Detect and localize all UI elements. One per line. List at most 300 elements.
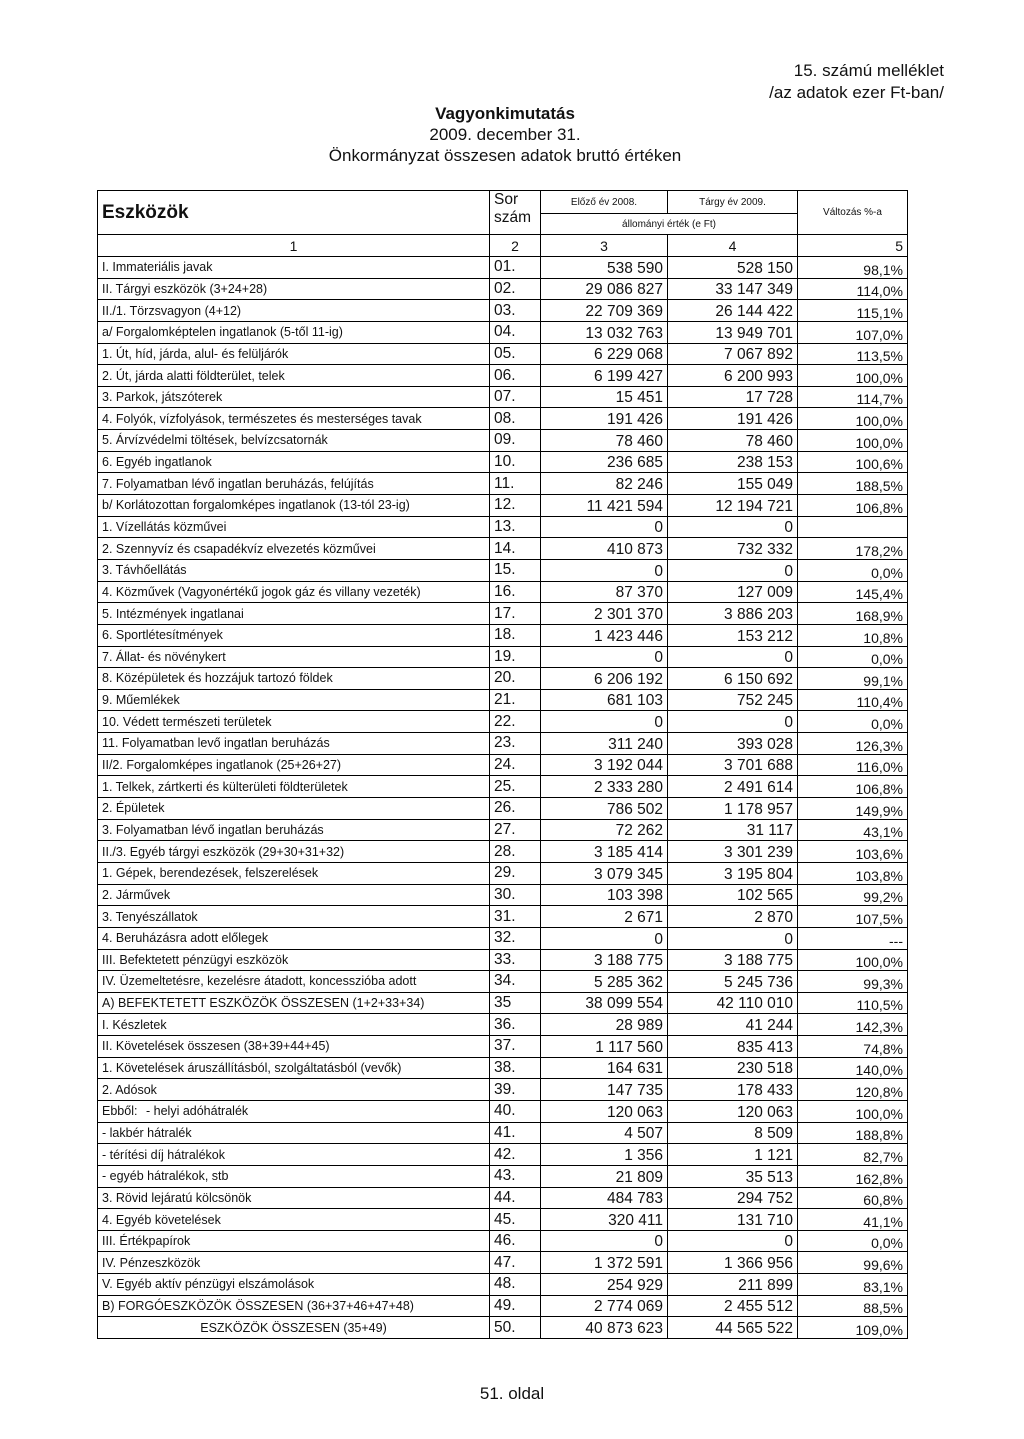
row-curr-value: 238 153 bbox=[668, 451, 798, 473]
row-name: I. Immateriális javak bbox=[98, 257, 490, 279]
row-curr-value: 120 063 bbox=[668, 1100, 798, 1122]
table-row bbox=[98, 1295, 908, 1317]
row-curr-value: 2 455 512 bbox=[668, 1295, 798, 1317]
row-change-pct bbox=[798, 516, 908, 538]
row-number: 09. bbox=[490, 430, 541, 452]
table-row bbox=[98, 884, 908, 906]
row-change-pct: 120,8% bbox=[798, 1079, 908, 1101]
row-curr-value: 3 701 688 bbox=[668, 754, 798, 776]
table-row bbox=[98, 1209, 908, 1231]
header-change: Változás %-a bbox=[798, 191, 908, 235]
table-row bbox=[98, 1230, 908, 1252]
row-prev-value: 1 117 560 bbox=[541, 1036, 668, 1058]
row-number: 38. bbox=[490, 1057, 541, 1079]
row-change-pct: 145,4% bbox=[798, 581, 908, 603]
table-row bbox=[98, 841, 908, 863]
row-change-pct: 60,8% bbox=[798, 1187, 908, 1209]
row-prev-value: 2 301 370 bbox=[541, 603, 668, 625]
row-prev-value: 82 246 bbox=[541, 473, 668, 495]
row-number: 25. bbox=[490, 776, 541, 798]
row-name: II./1. Törzsvagyon (4+12) bbox=[98, 300, 490, 322]
row-prev-value: 21 809 bbox=[541, 1165, 668, 1187]
row-change-pct: 115,1% bbox=[798, 300, 908, 322]
row-name: III. Értékpapírok bbox=[98, 1230, 490, 1252]
row-prev-value: 13 032 763 bbox=[541, 321, 668, 343]
row-number: 47. bbox=[490, 1252, 541, 1274]
row-curr-value: 732 332 bbox=[668, 538, 798, 560]
row-prev-value: 6 199 427 bbox=[541, 365, 668, 387]
row-curr-value: 3 301 239 bbox=[668, 841, 798, 863]
row-number: 14. bbox=[490, 538, 541, 560]
table-row bbox=[98, 451, 908, 473]
table-row bbox=[98, 992, 908, 1014]
row-name: 2. Szennyvíz és csapadékvíz elvezetés közművei bbox=[98, 538, 490, 560]
row-prev-value: 38 099 554 bbox=[541, 992, 668, 1014]
row-number: 30. bbox=[490, 884, 541, 906]
table-row bbox=[98, 646, 908, 668]
row-prev-value: 0 bbox=[541, 646, 668, 668]
row-prev-value: 191 426 bbox=[541, 408, 668, 430]
row-change-pct: 114,7% bbox=[798, 386, 908, 408]
table-row bbox=[98, 516, 908, 538]
row-prev-value: 29 086 827 bbox=[541, 278, 668, 300]
header-value-label: állományi érték (e Ft) bbox=[541, 214, 798, 235]
row-name: 2. Járművek bbox=[98, 884, 490, 906]
row-number: 50. bbox=[490, 1317, 541, 1339]
table-row bbox=[98, 819, 908, 841]
row-prev-value: 6 229 068 bbox=[541, 343, 668, 365]
row-number: 15. bbox=[490, 559, 541, 581]
row-number: 04. bbox=[490, 321, 541, 343]
row-change-pct: 100,0% bbox=[798, 1100, 908, 1122]
row-change-pct: 162,8% bbox=[798, 1165, 908, 1187]
table-row bbox=[98, 408, 908, 430]
row-curr-value: 0 bbox=[668, 1230, 798, 1252]
row-curr-value: 35 513 bbox=[668, 1165, 798, 1187]
row-name: II./3. Egyéb tárgyi eszközök (29+30+31+32) bbox=[98, 841, 490, 863]
table-row bbox=[98, 1122, 908, 1144]
row-name: B) FORGÓESZKÖZÖK ÖSSZESEN (36+37+46+47+48) bbox=[98, 1295, 490, 1317]
row-change-pct: 74,8% bbox=[798, 1036, 908, 1058]
row-curr-value: 3 886 203 bbox=[668, 603, 798, 625]
document-title: Vagyonkimutatás bbox=[435, 104, 575, 123]
row-prev-value: 164 631 bbox=[541, 1057, 668, 1079]
row-name: 5. Intézmények ingatlanai bbox=[98, 603, 490, 625]
row-curr-value: 2 870 bbox=[668, 906, 798, 928]
row-curr-value: 153 212 bbox=[668, 624, 798, 646]
row-change-pct: 103,6% bbox=[798, 841, 908, 863]
row-prev-value: 78 460 bbox=[541, 430, 668, 452]
header-row-number bbox=[490, 191, 541, 235]
row-name: V. Egyéb aktív pénzügyi elszámolások bbox=[98, 1274, 490, 1296]
row-number: 29. bbox=[490, 862, 541, 884]
table-row bbox=[98, 1057, 908, 1079]
row-name: 8. Középületek és hozzájuk tartozó földek bbox=[98, 668, 490, 690]
table-row bbox=[98, 1317, 908, 1339]
row-change-pct: 109,0% bbox=[798, 1317, 908, 1339]
row-prev-value: 103 398 bbox=[541, 884, 668, 906]
row-change-pct: 10,8% bbox=[798, 624, 908, 646]
row-number: 45. bbox=[490, 1209, 541, 1231]
table-row bbox=[98, 776, 908, 798]
row-name: b/ Korlátozottan forgalomképes ingatlanok (13-tól 23-ig) bbox=[98, 495, 490, 517]
row-prev-value: 6 206 192 bbox=[541, 668, 668, 690]
row-name: II/2. Forgalomképes ingatlanok (25+26+27) bbox=[98, 754, 490, 776]
row-change-pct: 100,6% bbox=[798, 451, 908, 473]
row-name: a/ Forgalomképtelen ingatlanok (5-től 11-ig) bbox=[98, 321, 490, 343]
table-row bbox=[98, 603, 908, 625]
row-change-pct: 110,4% bbox=[798, 689, 908, 711]
row-curr-value: 12 194 721 bbox=[668, 495, 798, 517]
row-curr-value: 528 150 bbox=[668, 257, 798, 279]
row-change-pct: 140,0% bbox=[798, 1057, 908, 1079]
row-number: 37. bbox=[490, 1036, 541, 1058]
table-row bbox=[98, 1036, 908, 1058]
row-change-pct: 100,0% bbox=[798, 430, 908, 452]
row-change-pct: 43,1% bbox=[798, 819, 908, 841]
row-change-pct: 168,9% bbox=[798, 603, 908, 625]
row-prev-value: 3 188 775 bbox=[541, 949, 668, 971]
row-name: - térítési díj hátralékok bbox=[98, 1144, 490, 1166]
row-name: 4. Beruházásra adott előlegek bbox=[98, 927, 490, 949]
col-number-3: 3 bbox=[541, 235, 668, 257]
row-change-pct: 106,8% bbox=[798, 776, 908, 798]
table-row bbox=[98, 689, 908, 711]
row-curr-value: 78 460 bbox=[668, 430, 798, 452]
table-row bbox=[98, 862, 908, 884]
row-change-pct: 114,0% bbox=[798, 278, 908, 300]
row-number: 39. bbox=[490, 1079, 541, 1101]
row-prev-value: 120 063 bbox=[541, 1100, 668, 1122]
row-number: 41. bbox=[490, 1122, 541, 1144]
row-prev-value: 22 709 369 bbox=[541, 300, 668, 322]
row-change-pct: 99,3% bbox=[798, 971, 908, 993]
row-prev-value: 28 989 bbox=[541, 1014, 668, 1036]
header-prev-year: Előző év 2008. bbox=[541, 191, 668, 214]
row-name: 4. Közművek (Vagyonértékű jogok gáz és villany vezeték) bbox=[98, 581, 490, 603]
row-number: 03. bbox=[490, 300, 541, 322]
table-row bbox=[98, 733, 908, 755]
row-name: 7. Állat- és növénykert bbox=[98, 646, 490, 668]
row-change-pct: 99,1% bbox=[798, 668, 908, 690]
row-number: 19. bbox=[490, 646, 541, 668]
col-number-5: 5 bbox=[798, 235, 908, 257]
row-prev-value: 0 bbox=[541, 711, 668, 733]
row-name-text: - helyi adóhátralék bbox=[146, 1104, 249, 1119]
row-change-pct: 107,5% bbox=[798, 906, 908, 928]
row-prev-value: 0 bbox=[541, 927, 668, 949]
row-number: 42. bbox=[490, 1144, 541, 1166]
row-change-pct: 142,3% bbox=[798, 1014, 908, 1036]
table-body bbox=[98, 257, 908, 1339]
row-name: 1. Követelések áruszállításból, szolgáltatásból (vevők) bbox=[98, 1057, 490, 1079]
row-name: - egyéb hátralékok, stb bbox=[98, 1165, 490, 1187]
row-number: 46. bbox=[490, 1230, 541, 1252]
table-row bbox=[98, 559, 908, 581]
row-number: 13. bbox=[490, 516, 541, 538]
row-number: 36. bbox=[490, 1014, 541, 1036]
row-name: - lakbér hátralék bbox=[98, 1122, 490, 1144]
row-change-pct: 0,0% bbox=[798, 559, 908, 581]
header-curr-year: Tárgy év 2009. bbox=[668, 191, 798, 214]
table-row bbox=[98, 927, 908, 949]
table-row bbox=[98, 1165, 908, 1187]
row-prev-value: 484 783 bbox=[541, 1187, 668, 1209]
row-curr-value: 26 144 422 bbox=[668, 300, 798, 322]
table-row bbox=[98, 668, 908, 690]
row-curr-value: 3 188 775 bbox=[668, 949, 798, 971]
row-change-pct: 100,0% bbox=[798, 408, 908, 430]
row-prev-value: 3 185 414 bbox=[541, 841, 668, 863]
assets-table bbox=[97, 190, 908, 1339]
row-change-pct: 188,8% bbox=[798, 1122, 908, 1144]
row-change-pct: 0,0% bbox=[798, 711, 908, 733]
row-name: 1. Telkek, zártkerti és külterületi földterületek bbox=[98, 776, 490, 798]
row-name: 3. Rövid lejáratú kölcsönök bbox=[98, 1187, 490, 1209]
table-row bbox=[98, 386, 908, 408]
row-number: 21. bbox=[490, 689, 541, 711]
row-name: I. Készletek bbox=[98, 1014, 490, 1036]
row-name: 3. Távhőellátás bbox=[98, 559, 490, 581]
row-curr-value: 2 491 614 bbox=[668, 776, 798, 798]
row-curr-value: 8 509 bbox=[668, 1122, 798, 1144]
row-name: 1. Vízellátás közművei bbox=[98, 516, 490, 538]
row-name: III. Befektetett pénzügyi eszközök bbox=[98, 949, 490, 971]
row-prev-value: 1 423 446 bbox=[541, 624, 668, 646]
row-name: 6. Sportlétesítmények bbox=[98, 624, 490, 646]
col-number-4: 4 bbox=[668, 235, 798, 257]
row-number: 17. bbox=[490, 603, 541, 625]
row-curr-value: 0 bbox=[668, 559, 798, 581]
row-prev-value: 236 685 bbox=[541, 451, 668, 473]
row-change-pct: 100,0% bbox=[798, 365, 908, 387]
row-curr-value: 6 150 692 bbox=[668, 668, 798, 690]
row-number: 34. bbox=[490, 971, 541, 993]
row-prev-value: 4 507 bbox=[541, 1122, 668, 1144]
table-row bbox=[98, 754, 908, 776]
row-number: 02. bbox=[490, 278, 541, 300]
row-change-pct: 103,8% bbox=[798, 862, 908, 884]
row-curr-value: 0 bbox=[668, 646, 798, 668]
row-prev-value: 0 bbox=[541, 1230, 668, 1252]
table-row bbox=[98, 1144, 908, 1166]
row-name: 2. Út, járda alatti földterület, telek bbox=[98, 365, 490, 387]
row-number: 27. bbox=[490, 819, 541, 841]
row-curr-value: 131 710 bbox=[668, 1209, 798, 1231]
row-name: 11. Folyamatban levő ingatlan beruházás bbox=[98, 733, 490, 755]
table-row bbox=[98, 624, 908, 646]
row-prev-value: 3 192 044 bbox=[541, 754, 668, 776]
row-name: 6. Egyéb ingatlanok bbox=[98, 451, 490, 473]
row-prev-value: 3 079 345 bbox=[541, 862, 668, 884]
table-row bbox=[98, 343, 908, 365]
row-prev-value: 1 356 bbox=[541, 1144, 668, 1166]
row-prev-value: 320 411 bbox=[541, 1209, 668, 1231]
row-number: 35 bbox=[490, 992, 541, 1014]
row-number: 22. bbox=[490, 711, 541, 733]
row-curr-value: 0 bbox=[668, 927, 798, 949]
row-name bbox=[98, 1100, 490, 1122]
table-row bbox=[98, 257, 908, 279]
row-change-pct: 107,0% bbox=[798, 321, 908, 343]
row-name: 3. Parkok, játszóterek bbox=[98, 386, 490, 408]
header-assets: Eszközök bbox=[98, 191, 490, 235]
row-change-pct: 99,6% bbox=[798, 1252, 908, 1274]
row-prev-value: 11 421 594 bbox=[541, 495, 668, 517]
row-curr-value: 1 178 957 bbox=[668, 798, 798, 820]
row-name: 4. Egyéb követelések bbox=[98, 1209, 490, 1231]
row-prev-value: 2 774 069 bbox=[541, 1295, 668, 1317]
row-curr-value: 230 518 bbox=[668, 1057, 798, 1079]
document-subtitle: Önkormányzat összesen adatok bruttó értéken bbox=[328, 146, 682, 165]
row-curr-value: 102 565 bbox=[668, 884, 798, 906]
row-number: 10. bbox=[490, 451, 541, 473]
row-number: 16. bbox=[490, 581, 541, 603]
row-name: 5. Árvízvédelmi töltések, belvízcsatornák bbox=[98, 430, 490, 452]
col-number-2: 2 bbox=[490, 235, 541, 257]
table-row bbox=[98, 538, 908, 560]
row-curr-value: 127 009 bbox=[668, 581, 798, 603]
row-prev-value: 40 873 623 bbox=[541, 1317, 668, 1339]
row-name: ESZKÖZÖK ÖSSZESEN (35+49) bbox=[98, 1317, 490, 1339]
row-number: 28. bbox=[490, 841, 541, 863]
row-prev-value: 0 bbox=[541, 516, 668, 538]
annex-unit-note: /az adatok ezer Ft-ban/ bbox=[769, 83, 944, 102]
row-number: 32. bbox=[490, 927, 541, 949]
row-number: 33. bbox=[490, 949, 541, 971]
row-change-pct: 149,9% bbox=[798, 798, 908, 820]
table-row bbox=[98, 1100, 908, 1122]
row-change-pct: --- bbox=[798, 927, 908, 949]
row-prev-value: 87 370 bbox=[541, 581, 668, 603]
row-curr-value: 3 195 804 bbox=[668, 862, 798, 884]
table-row bbox=[98, 321, 908, 343]
row-change-pct: 0,0% bbox=[798, 646, 908, 668]
header-sor: Sor bbox=[494, 191, 519, 208]
row-prev-value: 2 671 bbox=[541, 906, 668, 928]
table-row bbox=[98, 300, 908, 322]
row-number: 43. bbox=[490, 1165, 541, 1187]
row-prev-value: 254 929 bbox=[541, 1274, 668, 1296]
row-name: 10. Védett természeti területek bbox=[98, 711, 490, 733]
row-change-pct: 106,8% bbox=[798, 495, 908, 517]
row-curr-value: 7 067 892 bbox=[668, 343, 798, 365]
row-name: 7. Folyamatban lévő ingatlan beruházás, felújítás bbox=[98, 473, 490, 495]
row-number: 40. bbox=[490, 1100, 541, 1122]
table-row bbox=[98, 495, 908, 517]
row-curr-value: 41 244 bbox=[668, 1014, 798, 1036]
row-curr-value: 211 899 bbox=[668, 1274, 798, 1296]
row-change-pct: 178,2% bbox=[798, 538, 908, 560]
table-row bbox=[98, 278, 908, 300]
row-number: 31. bbox=[490, 906, 541, 928]
row-number: 06. bbox=[490, 365, 541, 387]
row-curr-value: 5 245 736 bbox=[668, 971, 798, 993]
row-change-pct: 100,0% bbox=[798, 949, 908, 971]
row-name: 3. Tenyészállatok bbox=[98, 906, 490, 928]
row-prev-value: 147 735 bbox=[541, 1079, 668, 1101]
page-number: 51. oldal bbox=[479, 1384, 545, 1403]
row-curr-value: 1 121 bbox=[668, 1144, 798, 1166]
row-change-pct: 98,1% bbox=[798, 257, 908, 279]
annex-number: 15. számú melléklet bbox=[793, 61, 944, 80]
row-curr-value: 835 413 bbox=[668, 1036, 798, 1058]
row-number: 26. bbox=[490, 798, 541, 820]
row-sublabel: Ebből: bbox=[102, 1104, 138, 1119]
row-curr-value: 13 949 701 bbox=[668, 321, 798, 343]
row-curr-value: 155 049 bbox=[668, 473, 798, 495]
row-number: 07. bbox=[490, 386, 541, 408]
row-number: 20. bbox=[490, 668, 541, 690]
row-curr-value: 33 147 349 bbox=[668, 278, 798, 300]
row-prev-value: 5 285 362 bbox=[541, 971, 668, 993]
row-number: 05. bbox=[490, 343, 541, 365]
table-row bbox=[98, 906, 908, 928]
row-prev-value: 15 451 bbox=[541, 386, 668, 408]
header-szam: szám bbox=[494, 209, 532, 226]
col-number-1: 1 bbox=[98, 235, 490, 257]
row-name: 1. Út, híd, járda, alul- és felüljárók bbox=[98, 343, 490, 365]
row-curr-value: 31 117 bbox=[668, 819, 798, 841]
row-prev-value: 1 372 591 bbox=[541, 1252, 668, 1274]
row-change-pct: 116,0% bbox=[798, 754, 908, 776]
annex-label bbox=[769, 60, 944, 104]
table-row bbox=[98, 1252, 908, 1274]
table-row bbox=[98, 1079, 908, 1101]
row-change-pct: 82,7% bbox=[798, 1144, 908, 1166]
row-prev-value: 0 bbox=[541, 559, 668, 581]
row-number: 44. bbox=[490, 1187, 541, 1209]
row-number: 23. bbox=[490, 733, 541, 755]
row-number: 18. bbox=[490, 624, 541, 646]
row-number: 11. bbox=[490, 473, 541, 495]
row-curr-value: 294 752 bbox=[668, 1187, 798, 1209]
row-change-pct: 188,5% bbox=[798, 473, 908, 495]
row-curr-value: 752 245 bbox=[668, 689, 798, 711]
row-name: 4. Folyók, vízfolyások, természetes és mesterséges tavak bbox=[98, 408, 490, 430]
row-curr-value: 178 433 bbox=[668, 1079, 798, 1101]
row-name: IV. Üzemeltetésre, kezelésre átadott, koncesszióba adott bbox=[98, 971, 490, 993]
row-prev-value: 681 103 bbox=[541, 689, 668, 711]
row-number: 01. bbox=[490, 257, 541, 279]
row-number: 48. bbox=[490, 1274, 541, 1296]
row-curr-value: 0 bbox=[668, 711, 798, 733]
row-curr-value: 44 565 522 bbox=[668, 1317, 798, 1339]
row-name: IV. Pénzeszközök bbox=[98, 1252, 490, 1274]
row-number: 24. bbox=[490, 754, 541, 776]
row-curr-value: 6 200 993 bbox=[668, 365, 798, 387]
row-curr-value: 1 366 956 bbox=[668, 1252, 798, 1274]
row-change-pct: 0,0% bbox=[798, 1230, 908, 1252]
row-curr-value: 191 426 bbox=[668, 408, 798, 430]
row-change-pct: 41,1% bbox=[798, 1209, 908, 1231]
title-block bbox=[300, 103, 710, 166]
table-row bbox=[98, 473, 908, 495]
row-name: II. Követelések összesen (38+39+44+45) bbox=[98, 1036, 490, 1058]
row-name: 9. Műemlékek bbox=[98, 689, 490, 711]
row-change-pct: 88,5% bbox=[798, 1295, 908, 1317]
table-row bbox=[98, 581, 908, 603]
row-prev-value: 786 502 bbox=[541, 798, 668, 820]
row-name: 3. Folyamatban lévő ingatlan beruházás bbox=[98, 819, 490, 841]
row-prev-value: 72 262 bbox=[541, 819, 668, 841]
table-row bbox=[98, 430, 908, 452]
row-name: 2. Épületek bbox=[98, 798, 490, 820]
row-prev-value: 311 240 bbox=[541, 733, 668, 755]
row-change-pct: 99,2% bbox=[798, 884, 908, 906]
row-curr-value: 42 110 010 bbox=[668, 992, 798, 1014]
table-row bbox=[98, 1274, 908, 1296]
